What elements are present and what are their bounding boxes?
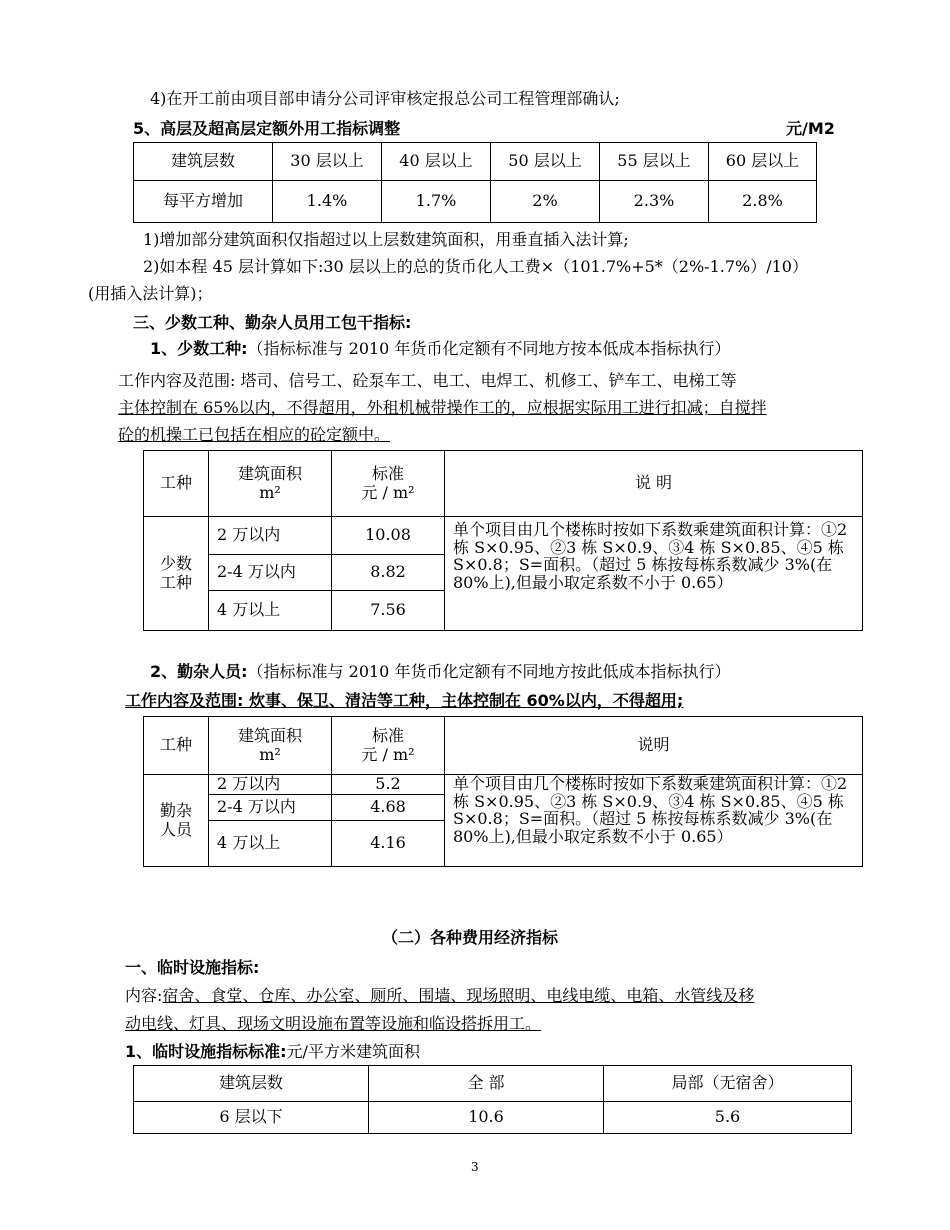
section-3-heading: 三、少数工种、勤杂人员用工包干指标: xyxy=(133,313,412,332)
table-cell: 1.4% xyxy=(273,181,382,223)
table-cell: 局部（无宿舍） xyxy=(604,1066,852,1102)
misc-staff-table xyxy=(143,716,863,867)
area-label: 建筑面积 xyxy=(237,464,302,484)
col-header-area xyxy=(209,451,332,517)
col-header-type: 工种 xyxy=(144,451,209,517)
subsection-2-heading xyxy=(150,659,730,682)
table-cell: 60 层以上 xyxy=(709,143,817,181)
standard-unit: 元 / m² xyxy=(361,482,415,502)
item-4-text: 4)在开工前由项目部申请分公司评审核定报总公司工程管理部确认; xyxy=(150,89,620,108)
page-number: 3 xyxy=(471,1160,479,1174)
col-header-standard xyxy=(332,717,445,775)
table-cell: 4 万以上 xyxy=(209,591,332,631)
standard-heading xyxy=(125,1039,420,1062)
content-line-2: 动电线、灯具、现场文明设施布置等设施和临设搭拆用工。 xyxy=(125,1014,542,1033)
section-5-heading: 5、高层及超高层定额外用工指标调整 xyxy=(133,119,401,138)
table-cell: 2-4 万以内 xyxy=(209,795,332,821)
section-5-unit: 元/M2 xyxy=(786,119,835,138)
trade-name-line2: 人员 xyxy=(159,819,192,839)
subsection-1-note: （指标标准与 2010 年货币化定额有不同地方按本低成本指标执行） xyxy=(247,339,731,358)
standard-unit: 元 / m² xyxy=(361,744,415,764)
subsection-2-title: 2、勤杂人员: xyxy=(150,662,248,681)
coefficient-note: 单个项目由几个楼栋时按如下系数乘建筑面积计算：①2 栋 S×0.95、②3 栋 S×0.9、③4 栋 S×0.85、④5 栋 S×0.8；S=面积。（超过 5 栋按每栋系数减少 3%(在 80%上),但最小取定系数不小于 0.65） xyxy=(445,775,863,867)
table-cell: 40 层以上 xyxy=(382,143,491,181)
standard-heading-unit: 元/平方米建筑面积 xyxy=(286,1042,420,1061)
table-cell: 2-4 万以内 xyxy=(209,555,332,591)
content-prefix: 内容: xyxy=(125,986,163,1005)
area-label: 建筑面积 xyxy=(237,726,302,746)
subsection-1-title: 1、少数工种: xyxy=(150,339,248,358)
table-cell: 10.08 xyxy=(332,517,445,555)
table-cell: 建筑层数 xyxy=(134,143,273,181)
note-2: 2)如本程 45 层计算如下:30 层以上的总的货币化人工费×（101.7%+5*（2%-1.7%）/10） xyxy=(143,257,808,276)
temp-facilities-table xyxy=(133,1065,852,1134)
note-2-cont: (用插入法计算)； xyxy=(88,284,213,303)
table-cell: 5.2 xyxy=(332,775,445,795)
table-cell: 55 层以上 xyxy=(600,143,709,181)
floor-increase-table xyxy=(133,142,817,223)
col-header-standard xyxy=(332,451,445,517)
table-cell: 30 层以上 xyxy=(273,143,382,181)
scope-line-3: 砼的机操工已包括在相应的砼定额中。 xyxy=(118,425,391,444)
temp-facilities-heading: 一、临时设施指标: xyxy=(125,958,260,977)
trade-name-line1: 少数 xyxy=(159,554,192,574)
area-unit: m² xyxy=(259,744,281,764)
table-cell: 8.82 xyxy=(332,555,445,591)
table-cell: 4.68 xyxy=(332,795,445,821)
table-cell: 2% xyxy=(491,181,600,223)
table-cell: 每平方增加 xyxy=(134,181,273,223)
coefficient-note: 单个项目由几个楼栋时按如下系数乘建筑面积计算：①2 栋 S×0.95、②3 栋 S×0.9、③4 栋 S×0.85、④5 栋 S×0.8；S=面积。（超过 5 栋按每栋系数减少 3%(在 80%上),但最小取定系数不小于 0.65） xyxy=(445,517,863,631)
table-cell: 6 层以下 xyxy=(134,1102,369,1134)
trade-name xyxy=(144,517,209,631)
trade-name-line1: 勤杂 xyxy=(159,801,192,821)
table-cell: 2 万以内 xyxy=(209,517,332,555)
trade-name xyxy=(144,775,209,867)
table-cell: 50 层以上 xyxy=(491,143,600,181)
table-cell: 5.6 xyxy=(604,1102,852,1134)
table-cell: 7.56 xyxy=(332,591,445,631)
table-cell: 4.16 xyxy=(332,821,445,867)
table-cell: 4 万以上 xyxy=(209,821,332,867)
table-cell: 2 万以内 xyxy=(209,775,332,795)
col-header-desc: 说 明 xyxy=(445,451,863,517)
table-cell: 2.3% xyxy=(600,181,709,223)
scope-line-misc: 工作内容及范围: 炊事、保卫、清洁等工种，主体控制在 60%以内，不得超用; xyxy=(125,691,684,710)
table-cell: 2.8% xyxy=(709,181,817,223)
table-cell: 1.7% xyxy=(382,181,491,223)
standard-heading-title: 1、临时设施指标标准: xyxy=(125,1042,287,1061)
subsection-1-heading xyxy=(150,336,730,359)
section-2-title: （二）各种费用经济指标 xyxy=(382,928,559,947)
scope-line-2: 主体控制在 65%以内，不得超用，外租机械带操作工的，应根据实际用工进行扣减；自搅拌 xyxy=(118,398,767,417)
col-header-desc: 说明 xyxy=(445,717,863,775)
minor-trades-table xyxy=(143,450,863,631)
table-cell: 10.6 xyxy=(369,1102,604,1134)
area-unit: m² xyxy=(259,482,281,502)
note-1: 1)增加部分建筑面积仅指超过以上层数建筑面积，用垂直插入法计算; xyxy=(143,230,629,249)
trade-name-line2: 工种 xyxy=(159,572,192,592)
content-text-1: 宿舍、食堂、仓库、办公室、厕所、围墙、现场照明、电线电缆、电箱、水管线及移 xyxy=(162,986,755,1005)
standard-label: 标准 xyxy=(371,464,404,484)
scope-line-1: 工作内容及范围: 塔司、信号工、砼泵车工、电工、电焊工、机修工、铲车工、电梯工等 xyxy=(118,371,737,390)
standard-label: 标准 xyxy=(371,726,404,746)
col-header-area xyxy=(209,717,332,775)
table-cell: 建筑层数 xyxy=(134,1066,369,1102)
subsection-2-note: （指标标准与 2010 年货币化定额有不同地方按此低成本指标执行） xyxy=(247,662,731,681)
content-line-1 xyxy=(125,983,754,1006)
col-header-type: 工种 xyxy=(144,717,209,775)
table-cell: 全 部 xyxy=(369,1066,604,1102)
